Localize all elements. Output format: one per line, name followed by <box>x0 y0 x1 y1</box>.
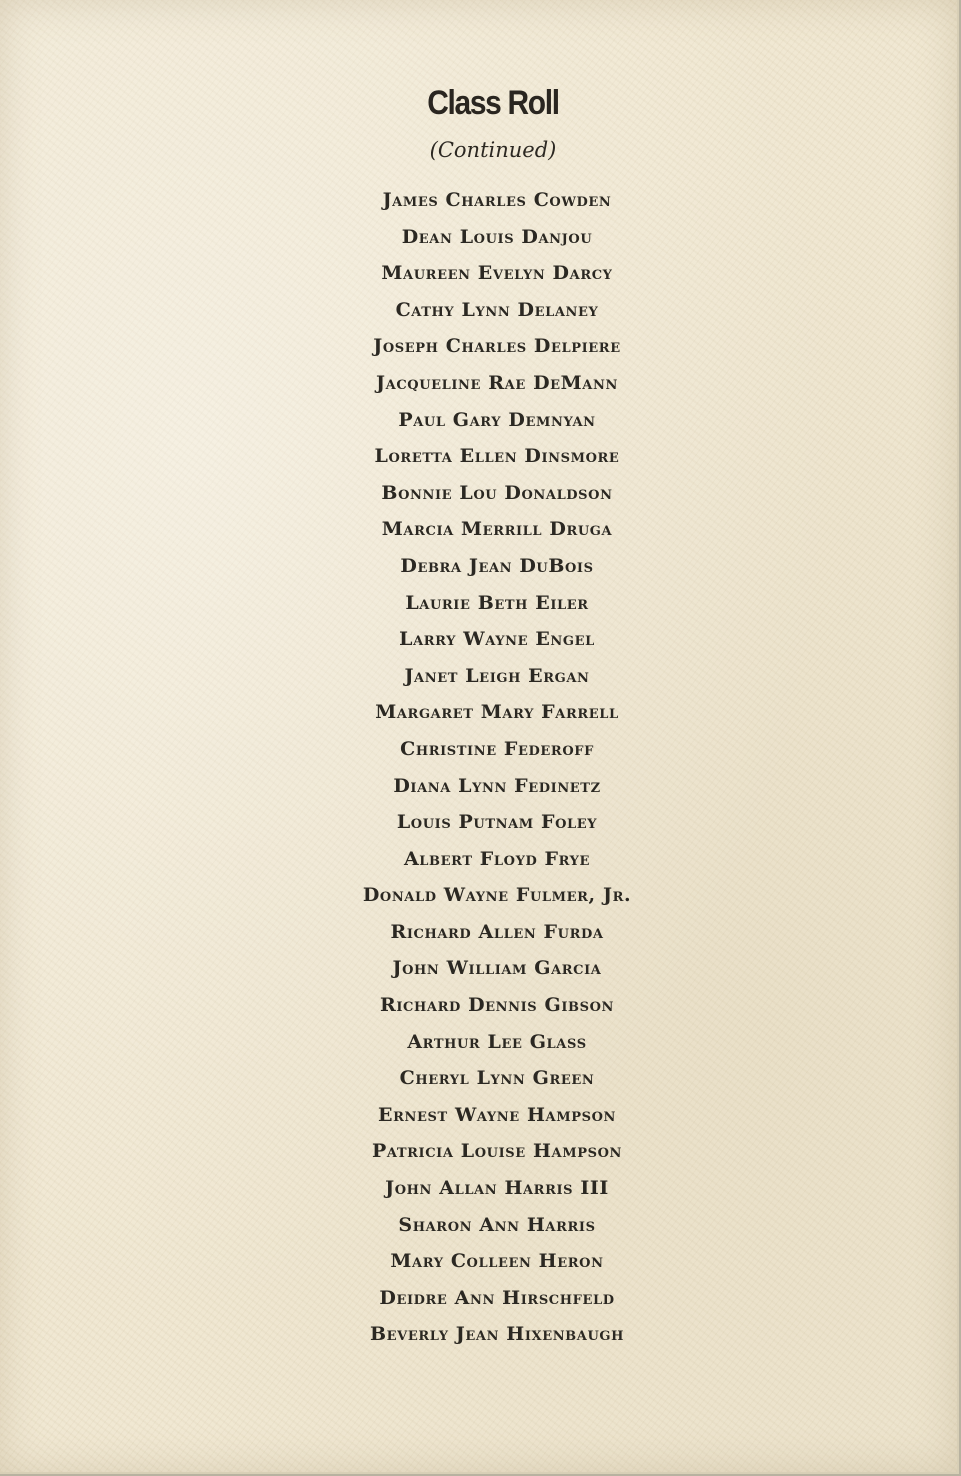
student-name: Louis Putnam Foley <box>396 811 598 834</box>
page-subtitle: (Continued) <box>429 138 557 162</box>
student-name: Arthur Lee Glass <box>407 1030 587 1053</box>
class-roll-list <box>0 182 961 1353</box>
student-name: Margaret Mary Farrell <box>375 701 619 724</box>
student-name: Marcia Merrill Druga <box>381 518 613 541</box>
student-name: Mary Colleen Heron <box>390 1250 604 1273</box>
student-name: Debra Jean DuBois <box>400 554 594 577</box>
student-name: Jacqueline Rae DeMann <box>376 371 618 394</box>
student-name: Richard Dennis Gibson <box>379 994 614 1017</box>
student-name: Beverly Jean Hixenbaugh <box>370 1323 624 1346</box>
student-name: Sharon Ann Harris <box>398 1213 596 1236</box>
student-name: Larry Wayne Engel <box>399 628 595 651</box>
student-name: James Charles Cowden <box>382 189 612 211</box>
student-name: Cheryl Lynn Green <box>399 1067 595 1090</box>
student-name: Loretta Ellen Dinsmore <box>374 445 620 468</box>
student-name: Cathy Lynn Delaney <box>395 298 599 321</box>
student-name: Donald Wayne Fulmer, Jr. <box>362 884 632 907</box>
student-name: Laurie Beth Eiler <box>405 591 589 614</box>
student-name: Richard Allen Furda <box>390 920 604 943</box>
student-name: Paul Gary Demnyan <box>398 408 596 431</box>
student-name: Dean Louis Danjou <box>401 225 593 248</box>
student-name: Bonnie Lou Donaldson <box>381 481 613 504</box>
student-name: Deidre Ann Hirschfeld <box>379 1286 615 1309</box>
student-name: Albert Floyd Frye <box>403 847 591 870</box>
student-name: John William Garcia <box>392 957 602 980</box>
student-name: Maureen Evelyn Darcy <box>381 262 613 285</box>
student-name: John Allan Harris III <box>385 1177 609 1200</box>
student-name: Diana Lynn Fedinetz <box>393 774 601 797</box>
student-name: Ernest Wayne Hampson <box>377 1103 617 1126</box>
student-name: Janet Leigh Ergan <box>404 664 590 687</box>
student-name: Joseph Charles Delpiere <box>373 335 621 358</box>
student-name: Patricia Louise Hampson <box>372 1140 622 1163</box>
student-name: Christine Federoff <box>400 737 594 760</box>
page-title: Class Roll <box>427 84 559 122</box>
